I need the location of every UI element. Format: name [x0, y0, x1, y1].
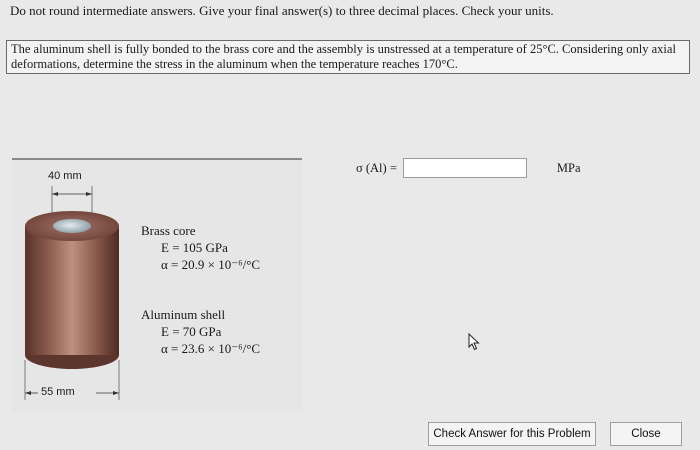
check-answer-button[interactable]: Check Answer for this Problem	[428, 422, 596, 446]
stress-answer-input[interactable]	[403, 158, 527, 178]
aluminum-properties	[141, 306, 260, 357]
aluminum-modulus: E = 70 GPa	[161, 324, 222, 339]
aluminum-label: Aluminum shell	[141, 307, 226, 322]
figure-panel	[12, 160, 302, 412]
dim-top-label: 40 mm	[48, 170, 82, 182]
brass-label: Brass core	[141, 223, 196, 238]
mouse-cursor-icon	[468, 333, 480, 351]
problem-statement: The aluminum shell is fully bonded to the brass core and the assembly is unstressed at a temperature of 25°C. Considering only axial deformations, determine the stress in the aluminum when the temperature reaches 170°C.	[6, 40, 690, 74]
figure-drawing	[12, 160, 302, 412]
answer-row	[356, 157, 581, 179]
aluminum-alpha: α = 23.6 × 10⁻⁶/°C	[161, 341, 261, 356]
dim-bottom-label: 55 mm	[41, 386, 75, 398]
brass-properties	[141, 222, 260, 273]
brass-modulus: E = 105 GPa	[161, 240, 228, 255]
brass-alpha: α = 20.9 × 10⁻⁶/°C	[161, 257, 261, 272]
answer-label: σ (Al) =	[356, 160, 397, 175]
answer-unit: MPa	[556, 160, 581, 175]
close-button[interactable]: Close	[610, 422, 682, 446]
instructions-text: Do not round intermediate answers. Give your final answer(s) to three decimal places. Check your units.	[10, 3, 554, 18]
